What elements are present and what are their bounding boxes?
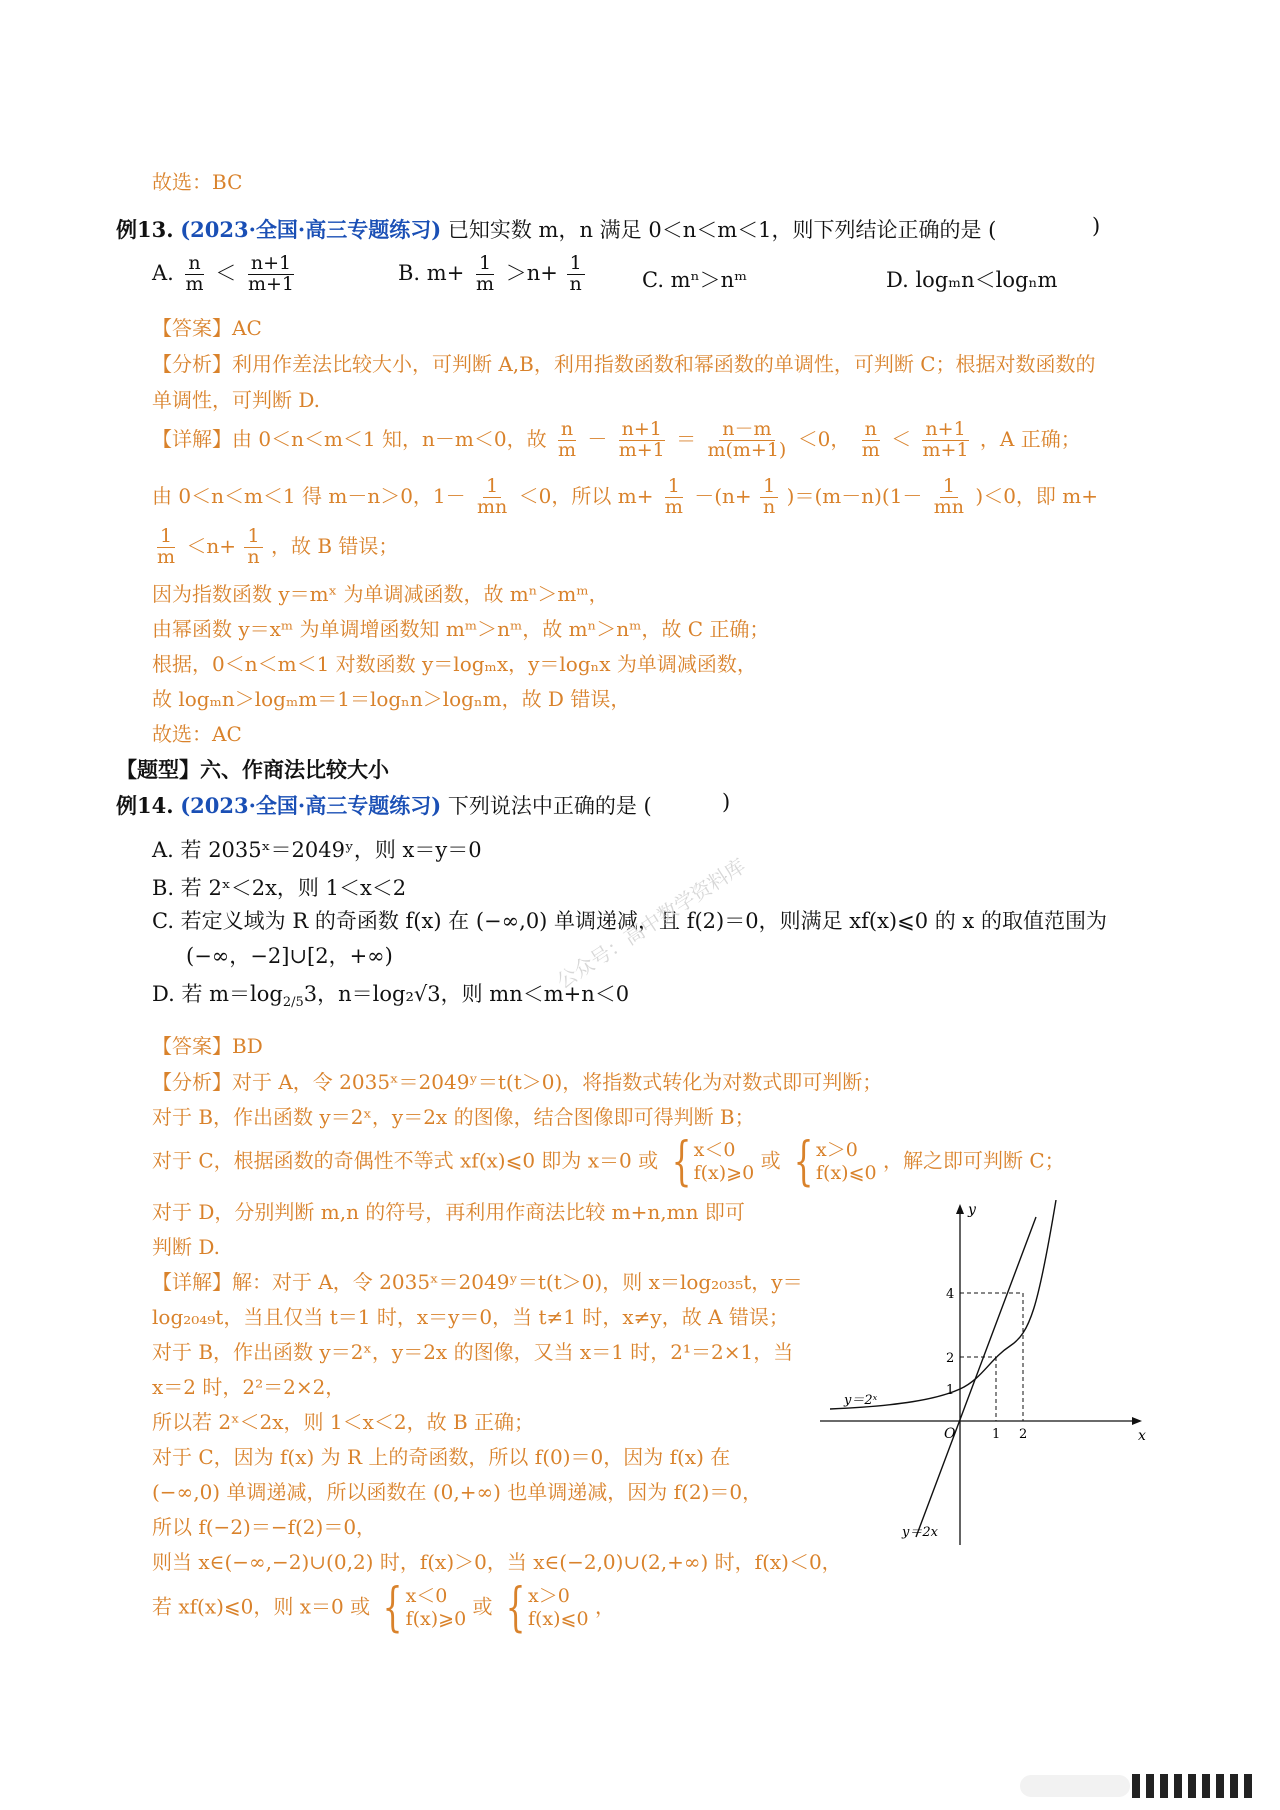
- fraction: [931, 477, 967, 518]
- denominator: n: [247, 545, 260, 568]
- text: 3，n＝log₂√3，则 mn＜m+n＜0: [303, 982, 630, 1006]
- text: 或: [760, 1148, 781, 1173]
- denominator: m(m+1): [707, 438, 787, 461]
- text: )＜0，即 m+: [975, 483, 1099, 508]
- ex13-stem: 已知实数 m，n 满足 0＜n＜m＜1，则下列结论正确的是 (: [447, 218, 997, 242]
- ex14-analysis-4: 对于 D，分别判断 m,n 的符号，再利用作商法比较 m+n,mn 即可: [152, 1200, 745, 1224]
- denominator: n: [569, 272, 582, 295]
- tick-label-x1: 1: [992, 1427, 1001, 1442]
- fraction: [920, 420, 972, 461]
- numerator: 1: [476, 254, 494, 275]
- ex13-option-c: C. mⁿ＞nᵐ: [642, 268, 748, 292]
- case-brace: { x＜0 f(x)⩾0: [671, 1132, 755, 1192]
- numerator: n: [862, 420, 880, 441]
- text: ＜0，所以 m+: [518, 483, 654, 508]
- x-axis-label: x: [1138, 1428, 1146, 1444]
- section-heading: 【题型】六、作商法比较大小: [116, 757, 389, 782]
- fraction: [245, 254, 297, 295]
- text: )＝(m－n)(1－: [786, 483, 923, 508]
- text: －(n+: [694, 483, 752, 508]
- fraction: [760, 477, 778, 518]
- tick-label-y2: 2: [946, 1351, 955, 1366]
- ex14-analysis-5: 判断 D.: [152, 1235, 221, 1259]
- ex13-detail-3: [152, 527, 398, 568]
- denominator: m+1: [618, 438, 665, 461]
- ex14-option-c-2: (−∞，−2]∪[2，+∞): [186, 944, 393, 968]
- numerator: n－m: [719, 420, 774, 441]
- fraction: [474, 477, 510, 518]
- ex13-detail-2: [152, 477, 1098, 518]
- text: ，解之即可判断 C；: [882, 1148, 1065, 1173]
- numerator: n: [185, 254, 203, 275]
- ex13-analysis-1: 【分析】利用作差法比较大小，可判断 A,B，利用指数函数和幂函数的单调性，可判断 C；根据对数函数的: [152, 352, 1096, 376]
- prev-answer: 故选：BC: [152, 170, 243, 194]
- ex14-analysis-2: 对于 B，作出函数 y＝2ˣ，y＝2x 的图像，结合图像即可得判断 B；: [152, 1105, 755, 1129]
- denominator: m: [557, 438, 576, 461]
- fraction: [473, 254, 497, 295]
- tick-label-y4: 4: [946, 1287, 955, 1302]
- ex14-option-a: A. 若 2035ˣ＝2049ʸ，则 x＝y＝0: [152, 838, 482, 862]
- case-line: x＞0: [527, 1585, 570, 1608]
- ex14-detail-1: 【详解】解：对于 A，令 2035ˣ＝2049ʸ＝t(t＞0)，则 x＝log₂₀₃₅t，y＝: [152, 1270, 803, 1294]
- ex13-option-a: [152, 254, 299, 295]
- denominator: m: [861, 438, 880, 461]
- ex13-detail-5: 由幂函数 y＝xᵐ 为单调增函数知 mᵐ＞nᵐ，故 mⁿ＞nᵐ，故 C 正确；: [152, 617, 770, 641]
- case-line: x＜0: [405, 1585, 448, 1608]
- text: ＜: [891, 426, 912, 451]
- case-brace: { x＜0 f(x)⩾0: [383, 1578, 467, 1638]
- ex13-detail-1: [152, 420, 1081, 461]
- curve-y-2-pow-x: [830, 1200, 1056, 1409]
- tick-label-y1: 1: [946, 1383, 955, 1398]
- ex14-detail-3: 对于 B，作出函数 y＝2ˣ，y＝2x 的图像，又当 x＝1 时，2¹＝2×1，当: [152, 1340, 794, 1364]
- ex14-detail-6: 对于 C，因为 f(x) 为 R 上的奇函数，所以 f(0)＝0，因为 f(x) 在: [152, 1445, 731, 1469]
- fraction: [244, 527, 262, 568]
- ex14-detail-4: x＝2 时，2²＝2×2，: [152, 1375, 346, 1399]
- text: 由 0＜n＜m＜1 得 m－n＞0，1－: [152, 483, 466, 508]
- case-line: f(x)⩽0: [816, 1162, 877, 1184]
- tick-label-x2: 2: [1019, 1427, 1028, 1442]
- ex13-detail-4: 因为指数函数 y＝mˣ 为单调减函数，故 mⁿ＞mᵐ，: [152, 582, 609, 606]
- numerator: 1: [940, 477, 958, 498]
- opt-b-mid: ＞n+: [505, 260, 558, 285]
- ex13-label: 例13.: [116, 217, 174, 242]
- ex14-detail-10: [152, 1578, 615, 1638]
- case-line: f(x)⩽0: [527, 1608, 589, 1630]
- text: ＜n+: [186, 533, 237, 558]
- case-brace: { x＞0 f(x)⩽0: [505, 1578, 589, 1638]
- ex13-option-d: D. logₘn＜logₙm: [886, 268, 1058, 292]
- text: ，故 B 错误；: [271, 533, 399, 558]
- ex14-detail-9: 则当 x∈(−∞,−2)∪(0,2) 时，f(x)＞0，当 x∈(−2,0)∪(2,+∞) 时，f(x)＜0，: [152, 1550, 842, 1574]
- numerator: 1: [665, 477, 683, 498]
- denominator: mn: [477, 495, 508, 518]
- ex13-detail-7: 故 logₘn＞logₘm＝1＝logₙn＞logₙm，故 D 错误，: [152, 687, 631, 711]
- opt-b-prefix: B. m+: [398, 260, 465, 285]
- ex13-analysis-2: 单调性，可判断 D.: [152, 388, 321, 412]
- denominator: m: [664, 495, 683, 518]
- fraction: [616, 420, 668, 461]
- denominator: m+1: [247, 272, 294, 295]
- ex14-detail-2: log₂₀₄₉t，当且仅当 t＝1 时，x＝y＝0，当 t≠1 时，x≠y，故 A 错误；: [152, 1305, 789, 1329]
- fraction: [704, 420, 789, 461]
- ex14-header: [116, 790, 652, 820]
- numerator: n+1: [619, 420, 665, 441]
- case-line: x＞0: [816, 1139, 858, 1162]
- numerator: n: [558, 420, 576, 441]
- denominator: m: [185, 272, 204, 295]
- text: 对于 C，根据函数的奇偶性不等式 xf(x)⩽0 即为 x＝0 或: [152, 1148, 659, 1173]
- fraction: [567, 254, 585, 295]
- fraction: [662, 477, 686, 518]
- ex14-stem-close: ): [722, 790, 731, 814]
- numerator: 1: [567, 254, 585, 275]
- text: ＝: [676, 426, 697, 451]
- ex13-detail-6: 根据，0＜n＜m＜1 对数函数 y＝logₘx，y＝logₙx 为单调减函数，: [152, 652, 757, 676]
- x-axis-arrow: [1132, 1417, 1142, 1425]
- line-y-2x: [916, 1217, 1036, 1537]
- ex13-stem-close: ): [1092, 214, 1101, 238]
- text: 若 xf(x)⩽0，则 x＝0 或: [152, 1594, 371, 1619]
- denominator: m: [475, 272, 495, 295]
- bottom-decoration: [1020, 1770, 1260, 1800]
- text: D. 若 m＝log: [152, 982, 283, 1006]
- origin-label: O: [944, 1426, 956, 1442]
- numerator: 1: [244, 527, 262, 548]
- ex13-header: [116, 214, 996, 244]
- y-axis-arrow: [956, 1204, 964, 1214]
- case-brace: { x＞0 f(x)⩽0: [793, 1132, 877, 1192]
- text: ＜0，: [797, 426, 851, 451]
- opt-a-rel: ＜: [215, 260, 237, 285]
- ex14-source: (2023·全国·高三专题练习): [180, 793, 442, 818]
- fraction: [183, 254, 207, 295]
- text: ，A 正确；: [979, 426, 1081, 451]
- ex13-option-b: [398, 254, 587, 295]
- ex14-analysis-1: 【分析】对于 A，令 2035ˣ＝2049ʸ＝t(t＞0)，将指数式转化为对数式即可判断；: [152, 1070, 883, 1094]
- text: 或: [472, 1594, 493, 1619]
- label-linear-function: y＝2x: [902, 1525, 938, 1540]
- function-graph: [820, 1200, 1150, 1545]
- ex13-source: (2023·全国·高三专题练习): [180, 217, 442, 242]
- fraction: [859, 420, 883, 461]
- ex14-detail-7: (−∞,0) 单调递减，所以函数在 (0,+∞) 也单调递减，因为 f(2)＝0，: [152, 1480, 763, 1504]
- ex13-detail-8: 故选：AC: [152, 722, 242, 746]
- case-line: f(x)⩾0: [693, 1162, 755, 1184]
- ex13-answer: 【答案】AC: [152, 316, 262, 340]
- label-exp-function: y＝2ˣ: [844, 1393, 878, 1408]
- denominator: n: [763, 495, 776, 518]
- text: －: [587, 426, 608, 451]
- denominator: m+1: [922, 438, 969, 461]
- fraction: [555, 420, 579, 461]
- watermark: 公众号：高中数学资料库: [552, 853, 750, 994]
- ex14-detail-5: 所以若 2ˣ＜2x，则 1＜x＜2，故 B 正确；: [152, 1410, 535, 1434]
- y-axis-label: y: [968, 1202, 976, 1218]
- text: ，: [594, 1594, 615, 1619]
- numerator: n+1: [922, 420, 968, 441]
- ex14-stem: 下列说法中正确的是 (: [447, 794, 652, 818]
- denominator: m: [157, 545, 176, 568]
- case-line: x＜0: [693, 1139, 736, 1162]
- ex14-label: 例14.: [116, 793, 174, 818]
- numerator: 1: [157, 527, 175, 548]
- opt-a-prefix: A.: [152, 260, 174, 285]
- fraction: [154, 527, 178, 568]
- ex14-answer: 【答案】BD: [152, 1034, 263, 1058]
- numerator: 1: [483, 477, 501, 498]
- ex14-option-c-1: C. 若定义域为 R 的奇函数 f(x) 在 (−∞,0) 单调递减，且 f(2)＝0，则满足 xf(x)⩽0 的 x 的取值范围为: [152, 909, 1107, 933]
- ex14-detail-8: 所以 f(−2)＝−f(2)＝0，: [152, 1515, 377, 1539]
- text: 【详解】由 0＜n＜m＜1 知，n－m＜0，故: [152, 426, 547, 451]
- ex14-option-b: B. 若 2ˣ＜2x，则 1＜x＜2: [152, 876, 407, 900]
- log-base: 2/5: [282, 995, 304, 1011]
- denominator: mn: [933, 495, 965, 518]
- ex14-analysis-3: [152, 1132, 1065, 1192]
- numerator: 1: [760, 477, 778, 498]
- numerator: n+1: [248, 254, 294, 275]
- case-line: f(x)⩾0: [405, 1608, 467, 1630]
